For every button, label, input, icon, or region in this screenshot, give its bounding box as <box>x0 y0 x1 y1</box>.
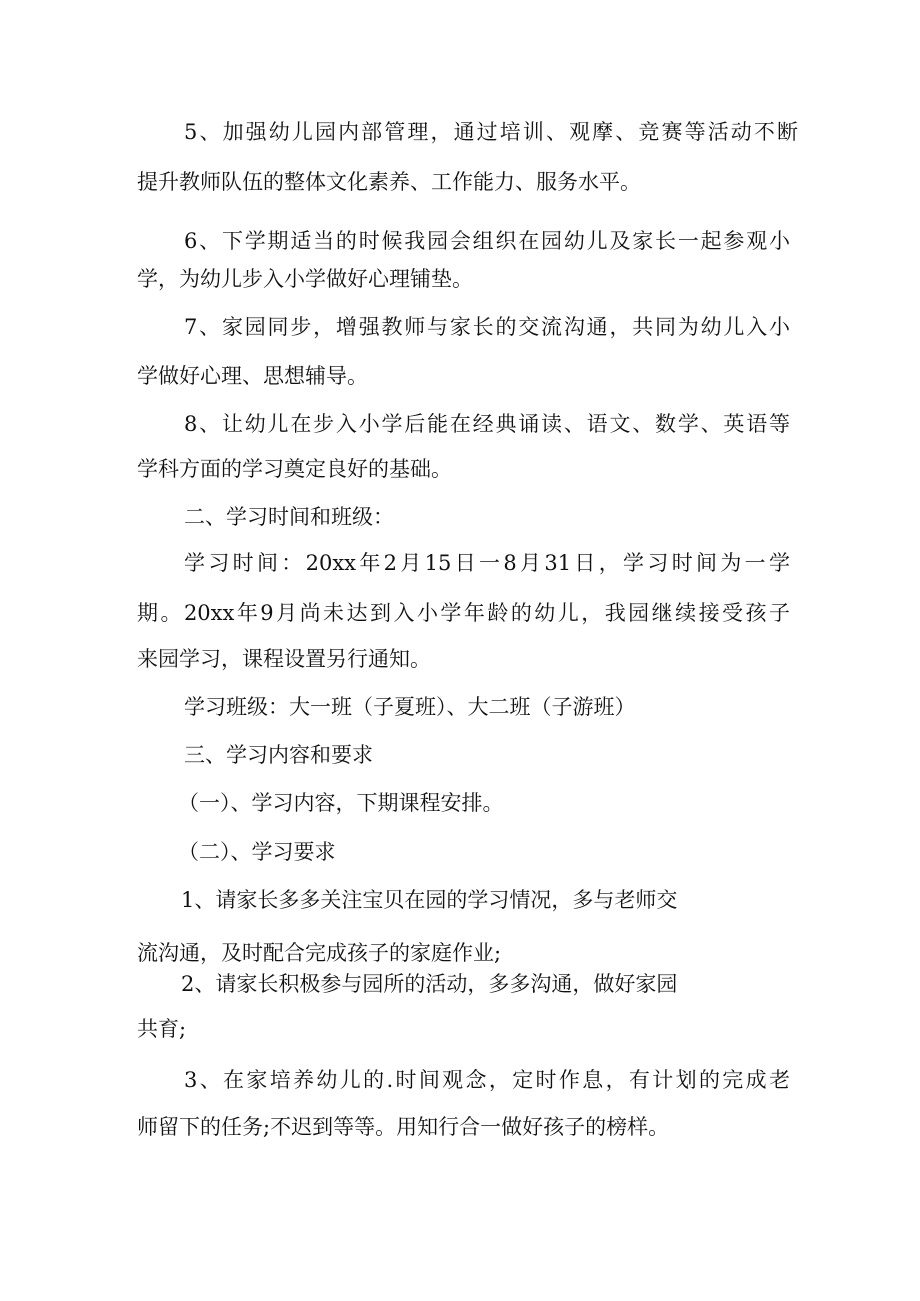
study-time-line-3: 来园学习，课程设置另行通知。 <box>137 647 431 671</box>
study-time-line-2: 期。20xx年9月尚未达到入小学年龄的幼儿，我园继续接受孩子 <box>137 601 790 625</box>
section-2-heading: 二、学习时间和班级： <box>184 505 394 529</box>
item-6-line-2: 学，为幼儿步入小学做好心理铺垫。 <box>137 267 473 291</box>
req-3-line-2: 师留下的任务;不迟到等等。用知行合一做好孩子的榜样。 <box>137 1115 670 1139</box>
item-8-line-1: 8、让幼儿在步入小学后能在经典诵读、语文、数学、英语等 <box>184 412 790 436</box>
item-8-line-2: 学科方面的学习奠定良好的基础。 <box>137 457 452 481</box>
req-3-line-1: 3、在家培养幼儿的.时间观念，定时作息，有计划的完成老 <box>184 1068 790 1092</box>
item-5-line-1: 5、加强幼儿园内部管理，通过培训、观摩、竞赛等活动不断 <box>184 120 798 144</box>
study-classes: 学习班级：大一班（子夏班）、大二班（子游班） <box>184 695 636 719</box>
study-time-line-1: 学习时间：20xx年2月15日一8月31日，学习时间为一学 <box>184 551 790 575</box>
section-3-heading: 三、学习内容和要求 <box>184 743 373 767</box>
item-5-line-2: 提升教师队伍的整体文化素养、工作能力、服务水平。 <box>137 170 641 194</box>
subsection-2: （二）、学习要求 <box>178 840 336 864</box>
req-1-line-1: 1、请家长多多关注宝贝在园的学习情况，多与老师交 <box>181 888 678 912</box>
req-1-line-2: 流沟通，及时配合完成孩子的家庭作业; <box>137 941 502 965</box>
item-7-line-1: 7、家园同步，增强教师与家长的交流沟通，共同为幼儿入小 <box>184 315 790 339</box>
subsection-1: （一）、学习内容，下期课程安排。 <box>178 791 504 815</box>
item-7-line-2: 学做好心理、思想辅导。 <box>137 364 368 388</box>
item-6-line-1: 6、下学期适当的时候我园会组织在园幼儿及家长一起参观小 <box>184 229 790 253</box>
req-2-line-2: 共育; <box>137 1017 187 1041</box>
req-2-line-1: 2、请家长积极参与园所的活动，多多沟通，做好家园 <box>181 972 678 996</box>
